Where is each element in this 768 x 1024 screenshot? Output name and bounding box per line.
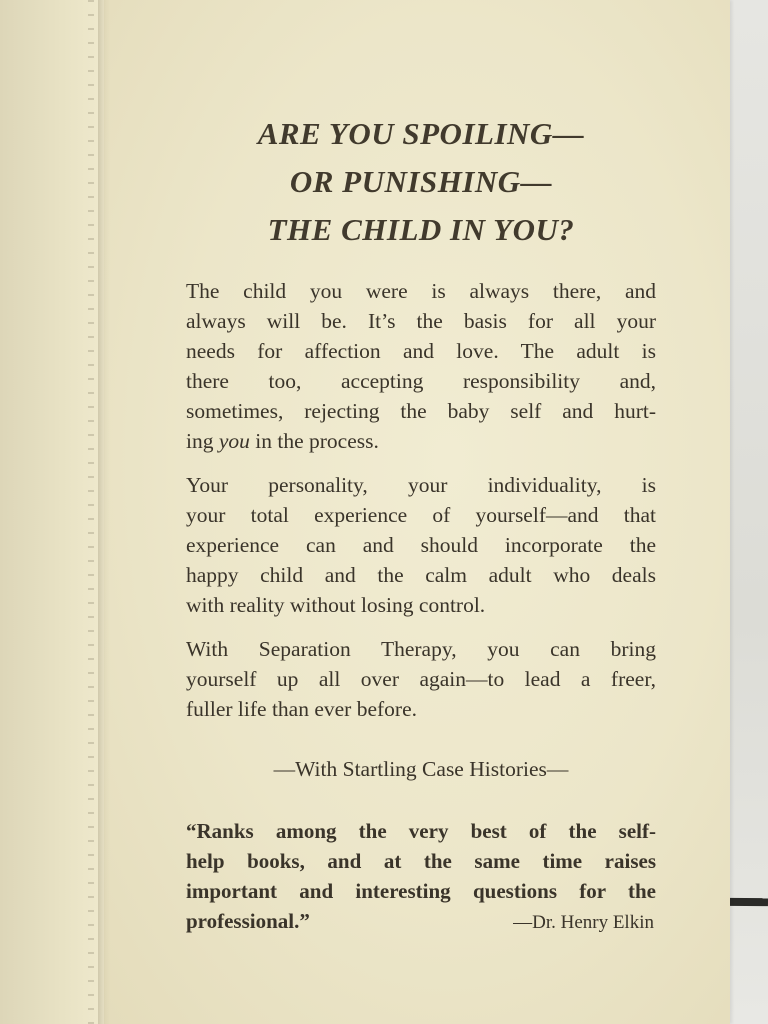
paragraph-line: needs for affection and love. The adult is bbox=[186, 339, 656, 363]
binding-stitches bbox=[88, 0, 94, 1024]
paragraph-line: yourself up all over again—to lead a freer, bbox=[186, 667, 656, 691]
title-line-3: THE CHILD IN YOU? bbox=[267, 212, 575, 247]
case-histories-tagline: —With Startling Case Histories— bbox=[273, 757, 569, 781]
paragraph-line: Your personality, your individuality, is bbox=[186, 473, 656, 497]
quote-line: important and interesting questions for the bbox=[186, 879, 656, 903]
quote-line: professional.” bbox=[186, 909, 310, 933]
quote-attribution: —Dr. Henry Elkin bbox=[513, 912, 654, 933]
paragraph-line: your total experience of yourself—and that bbox=[186, 503, 656, 527]
paragraph-text: ing bbox=[186, 429, 219, 453]
title-line-2: OR PUNISHING— bbox=[289, 164, 553, 199]
paragraph-separation-therapy bbox=[186, 634, 656, 724]
paragraph-line: happy child and the calm adult who deals bbox=[186, 563, 656, 587]
page-content bbox=[186, 110, 656, 938]
quote-line: help books, and at the same time raises bbox=[186, 849, 656, 873]
endorsement-quote bbox=[186, 816, 656, 938]
book-gutter bbox=[98, 0, 110, 1024]
paragraph-line: With Separation Therapy, you can bring bbox=[186, 637, 656, 661]
emphasis-you: you bbox=[218, 429, 250, 453]
title-line-1: ARE YOU SPOILING— bbox=[257, 116, 585, 151]
quote-line: “Ranks among the very best of the self- bbox=[186, 819, 656, 843]
paragraph-line bbox=[186, 426, 656, 456]
page-title bbox=[186, 110, 656, 254]
paragraph-line: there too, accepting responsibility and, bbox=[186, 369, 656, 393]
paragraph-line: experience can and should incorporate the bbox=[186, 533, 656, 557]
paragraph-line: always will be. It’s the basis for all your bbox=[186, 309, 656, 333]
paragraph-line: with reality without losing control. bbox=[186, 593, 486, 617]
paragraph-line: sometimes, rejecting the baby self and hurt- bbox=[186, 399, 656, 423]
paragraph-text: in the process. bbox=[249, 429, 379, 453]
paragraph-child-within bbox=[186, 276, 656, 456]
paragraph-personality bbox=[186, 470, 656, 620]
table-edge bbox=[728, 898, 768, 906]
paragraph-line: The child you were is always there, and bbox=[186, 279, 656, 303]
paragraph-line: fuller life than ever before. bbox=[186, 697, 417, 721]
quote-last-row bbox=[186, 906, 656, 938]
